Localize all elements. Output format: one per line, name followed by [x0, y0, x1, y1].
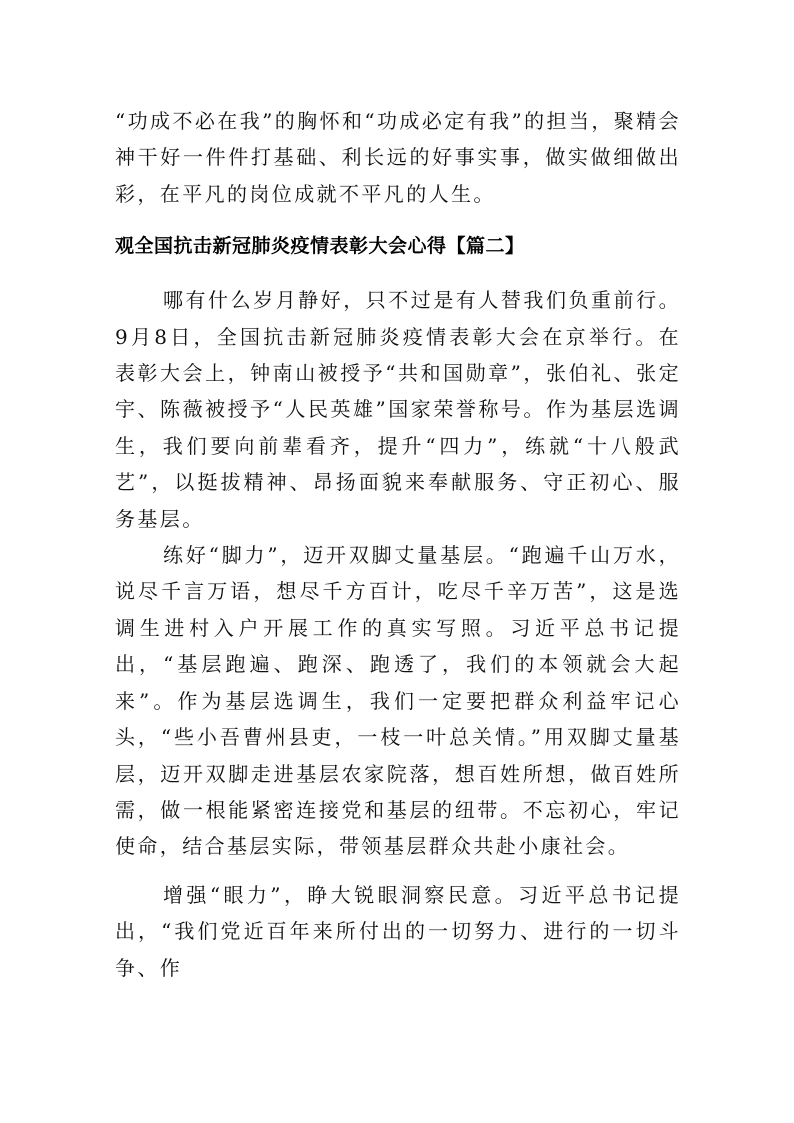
body-paragraph: 哪有什么岁月静好，只不过是有人替我们负重前行。9月8日，全国抗击新冠肺炎疫情表彰大会在京举行。在表彰大会上，钟南山被授予“共和国勋章”，张伯礼、张定宇、陈薇被授予“人民英雄”国家荣誉称号。作为基层选调生，我们要向前辈看齐，提升“四力”，练就“十八般武艺”，以挺拔精神、昂扬面貌来奉献服务、守正初心、服务基层。: [115, 288, 681, 531]
document-body: [115, 103, 681, 986]
spacer: [115, 264, 681, 282]
body-paragraph: 练好“脚力”，迈开双脚丈量基层。“跑遍千山万水，说尽千言万语，想尽千方百计，吃尽千辛万苦”，这是选调生进村入户开展工作的真实写照。习近平总书记提出，“基层跑遍、跑深、跑透了，我们的本领就会大起来”。作为基层选调生，我们一定要把群众利益牢记心头，“些小吾曹州县吏，一枝一叶总关情。”用双脚丈量基层，迈开双脚走进基层农家院落，想百姓所想，做百姓所需，做一根能紧密连接党和基层的纽带。不忘初心，牢记使命，结合基层实际，带领基层群众共赴小康社会。: [115, 543, 681, 859]
body-paragraph: 增强“眼力”，睁大锐眼洞察民意。习近平总书记提出，“我们党近百年来所付出的一切努力、进行的一切斗争、作: [115, 882, 681, 980]
spacer: [115, 865, 681, 877]
section-heading: 观全国抗击新冠肺炎疫情表彰大会心得【篇二】: [115, 235, 525, 258]
spacer: [115, 212, 681, 228]
intro-paragraph: “功成不必在我”的胸怀和“功成必定有我”的担当，聚精会神干好一件件打基础、利长远的好事实事，做实做细做出彩，在平凡的岗位成就不平凡的人生。: [115, 109, 681, 206]
